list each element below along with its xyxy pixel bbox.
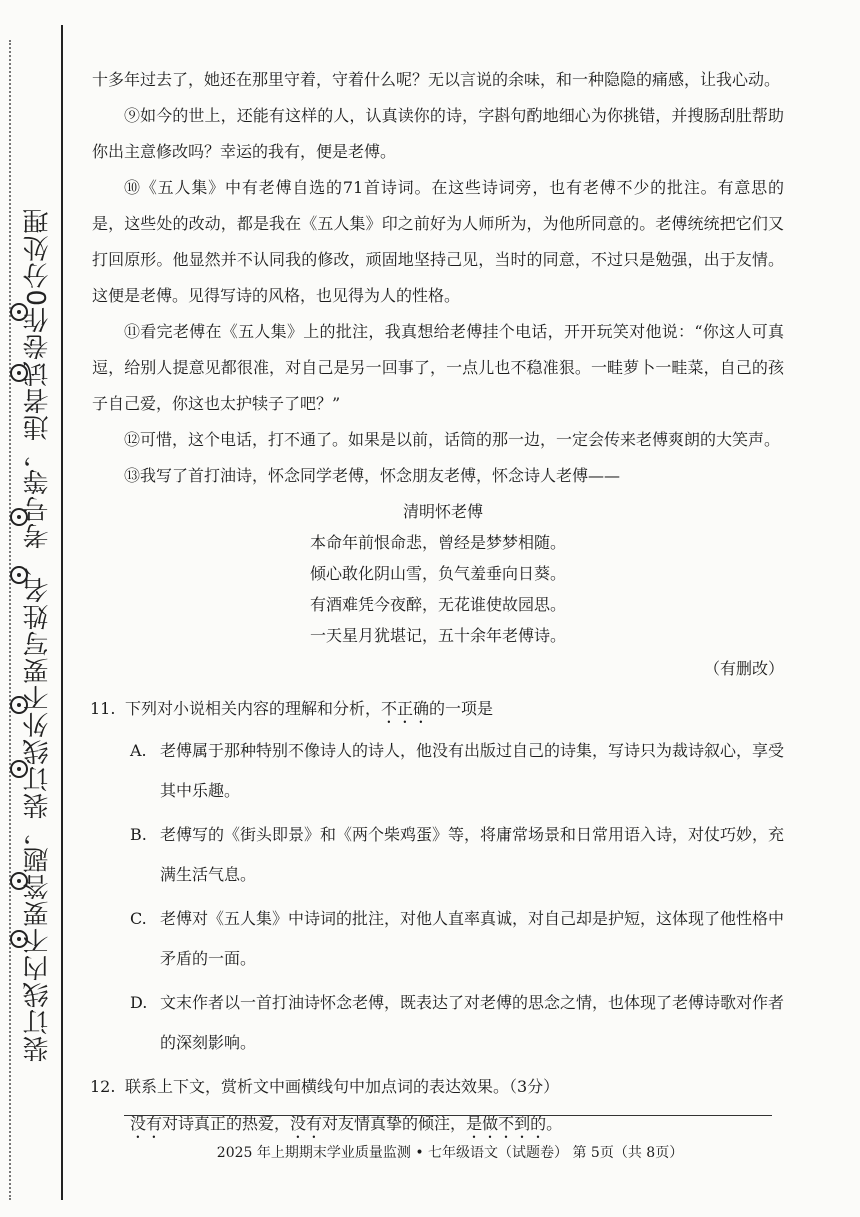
sentence-part: 对友情真挚的倾注，: [322, 1114, 467, 1133]
paragraph-11: ⑪看完老傅在《五人集》上的批注，我真想给老傅挂个电话，开开玩笑对他说：“你这人可真逗，给别人提意见都很准，对自己是另一回事了，一点儿也不稳准狠。一畦萝卜一畦菜，自己的孩子自己爱，你这也太护犊子了吧？”: [92, 322, 784, 413]
sentence-part: 。: [546, 1114, 563, 1133]
option-text: 老傅写的《街头即景》和《两个柴鸡蛋》等，将庸常场景和日常用语入诗，对仗巧妙，充满生活气息。: [160, 825, 785, 884]
quoted-sentence: [130, 1107, 784, 1142]
poem: [92, 496, 784, 651]
poem-title: 清明怀老傅: [402, 502, 483, 521]
option-letter: A.: [130, 741, 147, 760]
binding-solid-line: [61, 25, 63, 1200]
poem-line: 本命年前恨命悲，曾经是梦梦相随。: [309, 533, 566, 552]
question-12: [92, 1069, 784, 1105]
poem-line: 一天星月犹堪记，五十余年老傅诗。: [309, 626, 566, 645]
page-footer: 2025 年上期期末学业质量监测 • 七年级语文（试题卷） 第 5页（共 8页）: [216, 1145, 684, 1161]
paragraph-12: ⑫可惜，这个电话，打不通了。如果是以前，话筒的那一边，一定会传来老傅爽朗的大笑声。: [124, 430, 781, 449]
question-11: [92, 691, 784, 727]
question-stem: [125, 699, 493, 718]
question-number: 11.: [90, 699, 116, 718]
sentence-part: 没有: [290, 1114, 323, 1133]
main-content: [92, 62, 784, 1142]
sentence-part: 是做不到的: [466, 1114, 547, 1133]
paragraph-9: ⑨如今的世上，还能有这样的人，认真读你的诗，字斟句酌地细心为你挑错，并搜肠刮肚帮助你出主意修改吗？幸运的我有，便是老傅。: [92, 106, 784, 161]
paragraph-10: ⑩《五人集》中有老傅自选的71首诗词。在这些诗词旁，也有老傅不少的批注。有意思的是，这些处的改动，都是我在《五人集》印之前好为人师所为，为他所同意的。老傅统统把它们又打回原形。他显然并不认同我的修改，顽固地坚持己见，当时的同意，不过只是勉强，出于友情。这便是老傅。见得写诗的风格，也见得为人的性格。: [92, 178, 784, 305]
question-stem: 联系上下文，赏析文中画横线句中加点词的表达效果。（3分）: [125, 1077, 560, 1096]
option-b: [130, 815, 784, 895]
option-letter: D.: [130, 993, 148, 1012]
stem-text: 的一项是: [429, 699, 494, 718]
sentence-part: 对诗真正的热爱，: [162, 1114, 291, 1133]
poem-line: 倾心敢化阴山雪，负气羞垂向日葵。: [309, 564, 566, 583]
option-d: [130, 983, 784, 1063]
option-letter: B.: [130, 825, 147, 844]
binding-dotted-line: [9, 40, 11, 1200]
option-c: [130, 899, 784, 979]
option-text: 老傅对《五人集》中诗词的批注，对他人直率真诚，对自己却是护短，这体现了他性格中矛盾的一面。: [160, 909, 785, 968]
stem-text: 下列对小说相关内容的理解和分析，: [125, 699, 382, 718]
paragraph-13: ⑬我写了首打油诗，怀念同学老傅，怀念朋友老傅，怀念诗人老傅——: [124, 466, 621, 485]
stem-emphasis: 不正确: [381, 699, 430, 718]
option-a: [130, 731, 784, 811]
footer-divider: [124, 1115, 772, 1116]
option-letter: C.: [130, 909, 147, 928]
paragraph-continued: 十多年过去了，她还在那里守着，守着什么呢？无以言说的余味，和一种隐隐的痛感，让我心动。: [92, 70, 781, 89]
abridged-note: （有删改）: [703, 659, 784, 678]
option-text: 文末作者以一首打油诗怀念老傅，既表达了对老傅的思念之情，也体现了老傅诗歌对作者的深刻影响。: [160, 993, 785, 1052]
binding-notice: 装订线内不要答题，装订线外不要写姓名、考号等，违者试卷作0分处理: [23, 207, 53, 1063]
poem-line: 有酒难凭今夜醉，无花谁使故园思。: [309, 595, 566, 614]
sentence-part: 没有: [130, 1114, 163, 1133]
question-number: 12.: [90, 1077, 116, 1096]
option-text: 老傅属于那种特别不像诗人的诗人，他没有出版过自己的诗集，写诗只为裁诗叙心，享受其中乐趣。: [160, 741, 785, 800]
